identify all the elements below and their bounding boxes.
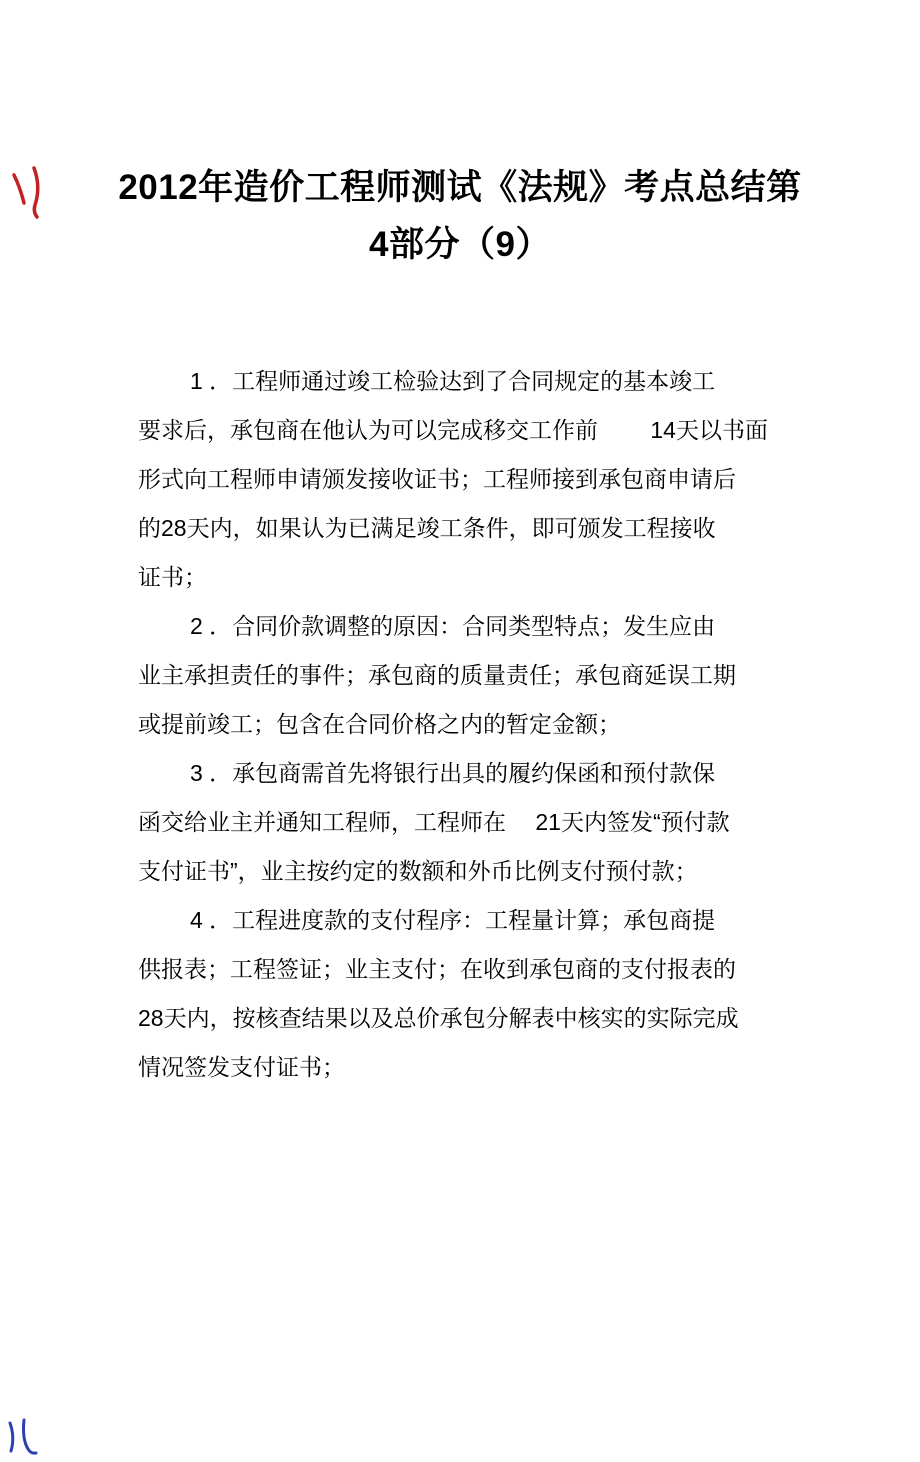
blue-pen-mark-icon <box>0 1415 46 1462</box>
paragraph-2 <box>138 602 828 749</box>
text-line: 要求后，承包商在他认为可以完成移交工作前 14天以书面 <box>138 417 768 443</box>
text-line: 情况签发支付证书； <box>138 1054 345 1080</box>
text-line: 形式向工程师申请颁发接收证书；工程师接到承包商申请后 <box>138 466 736 492</box>
document-body <box>0 357 828 1092</box>
text-line: 或提前竣工；包含在合同价格之内的暂定金额； <box>138 711 621 737</box>
text-line: 证书； <box>138 564 207 590</box>
text-line: 供报表；工程签证；业主支付；在收到承包商的支付报表的 <box>138 956 736 982</box>
text-line: 3 ．承包商需首先将银行出具的履约保函和预付款保 <box>190 760 716 786</box>
page-title-line-1: 2012年造价工程师测试《法规》考点总结第 <box>118 168 802 207</box>
text-line: 28天内，按核查结果以及总价承包分解表中核实的实际完成 <box>138 1005 739 1031</box>
text-line: 4 ．工程进度款的支付程序：工程量计算；承包商提 <box>190 907 716 933</box>
text-line: 函交给业主并通知工程师，工程师在 21天内签发“预付款 <box>138 809 730 835</box>
text-line: 的28天内，如果认为已满足竣工条件，即可颁发工程接收 <box>138 515 716 541</box>
page-title-line-2: 4部分（9） <box>369 225 551 264</box>
page-title <box>0 159 920 273</box>
text-line: 支付证书”，业主按约定的数额和外币比例支付预付款； <box>138 858 698 884</box>
document-page <box>0 159 920 1462</box>
text-line: 1 ．工程师通过竣工检验达到了合同规定的基本竣工 <box>190 368 716 394</box>
paragraph-1 <box>138 357 828 602</box>
text-line: 2 ．合同价款调整的原因：合同类型特点；发生应由 <box>190 613 716 639</box>
paragraph-4 <box>138 896 828 1092</box>
text-line: 业主承担责任的事件；承包商的质量责任；承包商延误工期 <box>138 662 736 688</box>
paragraph-3 <box>138 749 828 896</box>
